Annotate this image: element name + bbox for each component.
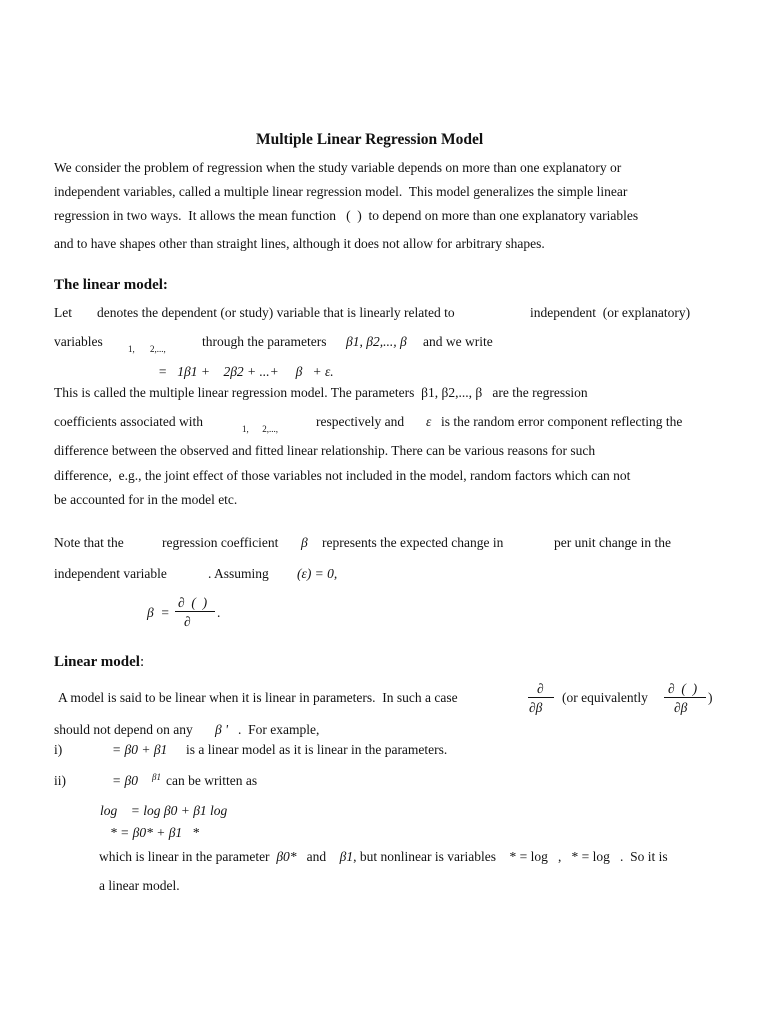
star-equation: * = β0* + β1 *	[110, 825, 200, 840]
beta-derivative-dot: .	[217, 605, 221, 620]
note-line1-beta: β	[301, 535, 308, 550]
lm-line2-params: through the parameters	[202, 334, 327, 349]
beta-derivative-lhs: β =	[147, 605, 170, 620]
example-ii-superscript: β1	[152, 772, 161, 782]
lm-para-line-2c: respectively and	[316, 414, 405, 429]
example-ii-label: ii)	[54, 773, 66, 788]
which-line-1-a: which is linear in the parameter	[99, 849, 270, 864]
lm-para-line-4: difference, e.g., the joint effect of those variables not included in the model, random factors which can not	[54, 468, 631, 483]
page-title: Multiple Linear Regression Model	[256, 131, 484, 148]
lm2-frac1-num: ∂	[537, 681, 544, 696]
intro-line-4: and to have shapes other than straight lines, although it does not allow for arbitrary shapes.	[54, 236, 545, 251]
lm2-sentence-2: (or equivalently	[562, 690, 648, 705]
beta-derivative-numerator: ∂ ( )	[178, 595, 208, 610]
section-heading-linear-model-2-text: Linear model	[54, 654, 140, 670]
example-i-equation: = β0 + β1	[112, 742, 168, 757]
intro-line-3: regression in two ways. It allows the mean function ( ) to depend on more than one explanatory variables	[54, 208, 639, 223]
example-i-label: i)	[54, 742, 63, 757]
lm2-sentence-3: )	[708, 690, 713, 705]
which-line-1-beta1: β1	[339, 849, 354, 864]
beta-derivative-fraction-bar	[175, 611, 215, 612]
lm2-sentence-1: A model is said to be linear when it is linear in parameters. In such a case	[58, 690, 458, 705]
note-line1-d: represents the expected change in	[322, 535, 504, 550]
lm2-frac2-bar	[664, 697, 706, 698]
which-line-2: a linear model.	[99, 878, 180, 893]
lm2-line2-a: should not depend on any	[54, 722, 193, 737]
which-line-1-b: , but nonlinear is variables	[353, 849, 496, 864]
note-line2-a: independent variable	[54, 566, 167, 581]
lm-para-line-1: This is called the multiple linear regression model. The parameters β1, β2,..., β are the regression	[54, 385, 588, 400]
lm-para-line-2e: is the random error component reflecting the	[441, 414, 683, 429]
lm-para-line-2a: coefficients associated with	[54, 414, 203, 429]
lm-line2-betas: β1, β2,..., β	[346, 334, 407, 349]
note-line1-e: per unit change in the	[554, 535, 671, 550]
lm2-frac2-den: ∂β	[674, 700, 688, 715]
lm-line2-sub2: 2,...,	[150, 344, 166, 354]
note-line1-b: regression coefficient	[162, 535, 279, 550]
section-heading-colon: :	[139, 654, 145, 670]
note-line2-b: . Assuming	[208, 566, 269, 581]
lm-line1-mid: denotes the dependent (or study) variable that is linearly related to	[97, 305, 455, 320]
lm-para-line-3: difference between the observed and fitted linear relationship. There can be various reasons for such	[54, 443, 596, 458]
model-equation: = 1β1 + 2β2 + ...+ β + ε.	[158, 364, 334, 379]
lm-line2-variables: variables	[54, 334, 103, 349]
lm-para-line-5: be accounted for in the model etc.	[54, 492, 238, 507]
section-heading-linear-model: The linear model:	[54, 277, 168, 293]
lm2-frac1-den: ∂β	[529, 700, 543, 715]
note-line1-a: Note that the	[54, 535, 124, 550]
intro-line-1: We consider the problem of regression when the study variable depends on more than one explanatory or	[54, 160, 622, 175]
lm2-line2-beta: β '	[215, 722, 228, 737]
note-line2-c: (ε) = 0,	[297, 566, 338, 581]
lm2-line2-c: . For example,	[238, 722, 320, 737]
which-line-1	[99, 849, 668, 865]
lm2-frac1-bar	[528, 697, 554, 698]
which-line-1-c: * = log , * = log . So it is	[509, 849, 668, 864]
which-line-1-and: and	[306, 849, 327, 864]
lm-line2-sub1: 1,	[128, 344, 135, 354]
log-equation: log = log β0 + β1 log	[100, 803, 228, 818]
section-heading-linear-model-2	[54, 654, 144, 670]
lm-line1-let: Let	[54, 305, 72, 320]
lm-para-line-2-subs: 1, 2,...,	[242, 424, 278, 434]
example-ii-equation: = β0	[112, 773, 138, 788]
intro-line-2: independent variables, called a multiple linear regression model. This model generalizes the simple linear	[54, 184, 628, 199]
lm-para-line-2-epsilon: ε	[426, 414, 432, 429]
lm-line2-write: and we write	[423, 334, 493, 349]
lm2-frac2-num: ∂ ( )	[668, 681, 698, 696]
example-ii-text: can be written as	[166, 773, 258, 788]
beta-derivative-denominator: ∂	[184, 614, 191, 629]
which-line-1-beta0: β0*	[276, 849, 297, 864]
example-i-text: is a linear model as it is linear in the parameters.	[186, 742, 448, 757]
lm-line1-end: independent (or explanatory)	[530, 305, 691, 320]
